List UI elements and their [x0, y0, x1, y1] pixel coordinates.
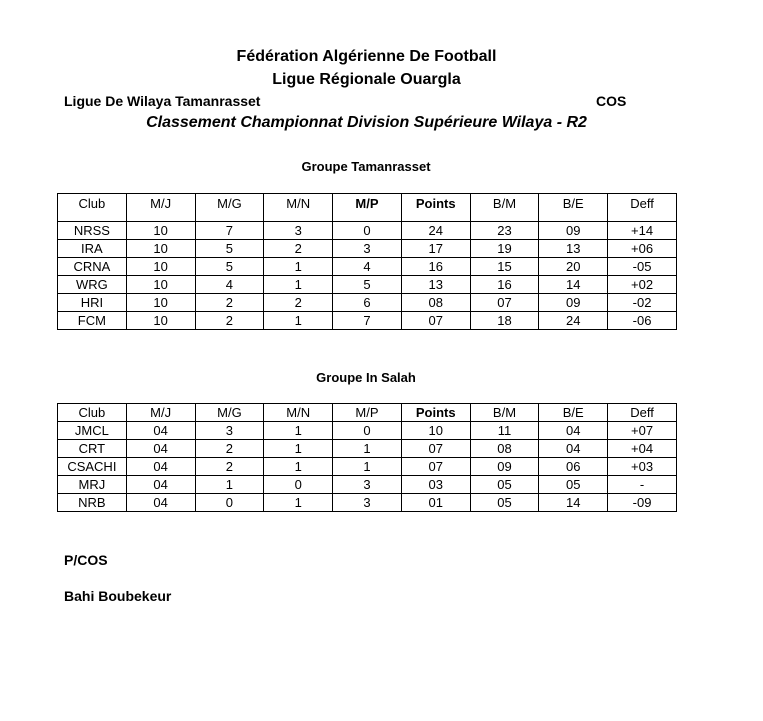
cell-be: 20 [539, 258, 608, 276]
cell-mg: 4 [195, 276, 264, 294]
cell-mn: 2 [264, 240, 333, 258]
cell-deff: +14 [608, 222, 677, 240]
cell-club: NRB [58, 494, 127, 512]
cell-points: 13 [401, 276, 470, 294]
column-header-mg: M/G [195, 194, 264, 222]
federation-title: Fédération Algérienne De Football [236, 48, 497, 65]
cell-mj: 04 [126, 494, 195, 512]
cell-mj: 10 [126, 312, 195, 330]
cell-points: 24 [401, 222, 470, 240]
group-title-tamanrasset: Groupe Tamanrasset [301, 159, 431, 174]
cell-mj: 10 [126, 222, 195, 240]
cell-be: 06 [539, 458, 608, 476]
column-header-bm: B/M [470, 194, 539, 222]
cell-points: 10 [401, 422, 470, 440]
table-header-row [58, 404, 677, 422]
column-header-deff: Deff [608, 194, 677, 222]
cell-be: 04 [539, 422, 608, 440]
cell-bm: 15 [470, 258, 539, 276]
cell-deff: -06 [608, 312, 677, 330]
standings-table-in-salah [57, 403, 677, 512]
cell-club: IRA [58, 240, 127, 258]
cell-mn: 1 [264, 312, 333, 330]
cell-club: NRSS [58, 222, 127, 240]
cell-mp: 1 [333, 458, 402, 476]
column-header-bm: B/M [470, 404, 539, 422]
cell-be: 05 [539, 476, 608, 494]
cell-mn: 3 [264, 222, 333, 240]
cell-club: MRJ [58, 476, 127, 494]
cell-points: 07 [401, 312, 470, 330]
cell-mp: 5 [333, 276, 402, 294]
regional-league-title: Ligue Régionale Ouargla [272, 71, 461, 88]
cell-points: 07 [401, 458, 470, 476]
cell-mg: 2 [195, 458, 264, 476]
cell-bm: 05 [470, 476, 539, 494]
signatory-role: P/COS [64, 552, 108, 568]
cell-mg: 2 [195, 440, 264, 458]
table-row [58, 276, 677, 294]
cell-mn: 1 [264, 440, 333, 458]
cell-deff: -02 [608, 294, 677, 312]
cell-bm: 19 [470, 240, 539, 258]
table-row [58, 240, 677, 258]
table-row [58, 440, 677, 458]
column-header-be: B/E [539, 194, 608, 222]
cell-mp: 4 [333, 258, 402, 276]
cell-mp: 0 [333, 222, 402, 240]
cell-be: 09 [539, 222, 608, 240]
cell-mg: 3 [195, 422, 264, 440]
column-header-mj: M/J [126, 194, 195, 222]
cell-mp: 7 [333, 312, 402, 330]
table-row [58, 258, 677, 276]
cell-bm: 11 [470, 422, 539, 440]
cell-bm: 23 [470, 222, 539, 240]
signatory-name: Bahi Boubekeur [64, 588, 172, 604]
cell-club: CRT [58, 440, 127, 458]
cell-be: 14 [539, 494, 608, 512]
cell-be: 13 [539, 240, 608, 258]
cell-be: 24 [539, 312, 608, 330]
cell-mp: 0 [333, 422, 402, 440]
cell-points: 17 [401, 240, 470, 258]
cell-mp: 1 [333, 440, 402, 458]
cell-bm: 05 [470, 494, 539, 512]
cell-mp: 3 [333, 240, 402, 258]
cell-mn: 0 [264, 476, 333, 494]
column-header-club: Club [58, 404, 127, 422]
cell-be: 14 [539, 276, 608, 294]
cell-mg: 2 [195, 294, 264, 312]
table-row [58, 476, 677, 494]
cell-deff: +02 [608, 276, 677, 294]
column-header-mp: M/P [333, 404, 402, 422]
table-row [58, 422, 677, 440]
cell-deff: +04 [608, 440, 677, 458]
cell-mj: 04 [126, 440, 195, 458]
cell-bm: 18 [470, 312, 539, 330]
cell-points: 03 [401, 476, 470, 494]
cell-mn: 1 [264, 458, 333, 476]
table-header-row [58, 194, 677, 222]
column-header-mn: M/N [264, 404, 333, 422]
cell-club: CRNA [58, 258, 127, 276]
cell-points: 08 [401, 294, 470, 312]
table-row [58, 494, 677, 512]
column-header-be: B/E [539, 404, 608, 422]
cell-club: HRI [58, 294, 127, 312]
column-header-mj: M/J [126, 404, 195, 422]
cos-label: COS [596, 93, 627, 109]
cell-deff: +06 [608, 240, 677, 258]
cell-mp: 3 [333, 494, 402, 512]
cell-mp: 3 [333, 476, 402, 494]
cell-be: 09 [539, 294, 608, 312]
cell-mg: 2 [195, 312, 264, 330]
column-header-mp: M/P [333, 194, 402, 222]
cell-mn: 1 [264, 422, 333, 440]
cell-club: CSACHI [58, 458, 127, 476]
cell-mj: 10 [126, 276, 195, 294]
cell-be: 04 [539, 440, 608, 458]
cell-mn: 1 [264, 258, 333, 276]
cell-mg: 7 [195, 222, 264, 240]
cell-deff: - [608, 476, 677, 494]
cell-club: WRG [58, 276, 127, 294]
cell-bm: 09 [470, 458, 539, 476]
cell-mg: 0 [195, 494, 264, 512]
cell-points: 16 [401, 258, 470, 276]
cell-mn: 1 [264, 494, 333, 512]
table-row [58, 458, 677, 476]
column-header-deff: Deff [608, 404, 677, 422]
table-row [58, 294, 677, 312]
cell-mj: 04 [126, 422, 195, 440]
cell-bm: 07 [470, 294, 539, 312]
column-header-club: Club [58, 194, 127, 222]
cell-club: FCM [58, 312, 127, 330]
cell-mg: 1 [195, 476, 264, 494]
cell-points: 07 [401, 440, 470, 458]
cell-mn: 2 [264, 294, 333, 312]
wilaya-league-label: Ligue De Wilaya Tamanrasset [64, 93, 261, 109]
column-header-mn: M/N [264, 194, 333, 222]
cell-mg: 5 [195, 240, 264, 258]
cell-deff: +07 [608, 422, 677, 440]
cell-mp: 6 [333, 294, 402, 312]
cell-mn: 1 [264, 276, 333, 294]
cell-deff: -09 [608, 494, 677, 512]
cell-deff: +03 [608, 458, 677, 476]
group-title-in-salah: Groupe In Salah [316, 370, 416, 385]
cell-mj: 10 [126, 258, 195, 276]
cell-bm: 16 [470, 276, 539, 294]
cell-points: 01 [401, 494, 470, 512]
cell-mg: 5 [195, 258, 264, 276]
cell-deff: -05 [608, 258, 677, 276]
cell-mj: 04 [126, 458, 195, 476]
cell-bm: 08 [470, 440, 539, 458]
cell-club: JMCL [58, 422, 127, 440]
column-header-mg: M/G [195, 404, 264, 422]
cell-mj: 10 [126, 294, 195, 312]
cell-mj: 10 [126, 240, 195, 258]
championship-title: Classement Championnat Division Supérieure Wilaya - R2 [146, 114, 587, 131]
cell-mj: 04 [126, 476, 195, 494]
standings-table-tamanrasset [57, 193, 677, 330]
table-row [58, 312, 677, 330]
table-row [58, 222, 677, 240]
column-header-points: Points [401, 194, 470, 222]
column-header-points: Points [401, 404, 470, 422]
